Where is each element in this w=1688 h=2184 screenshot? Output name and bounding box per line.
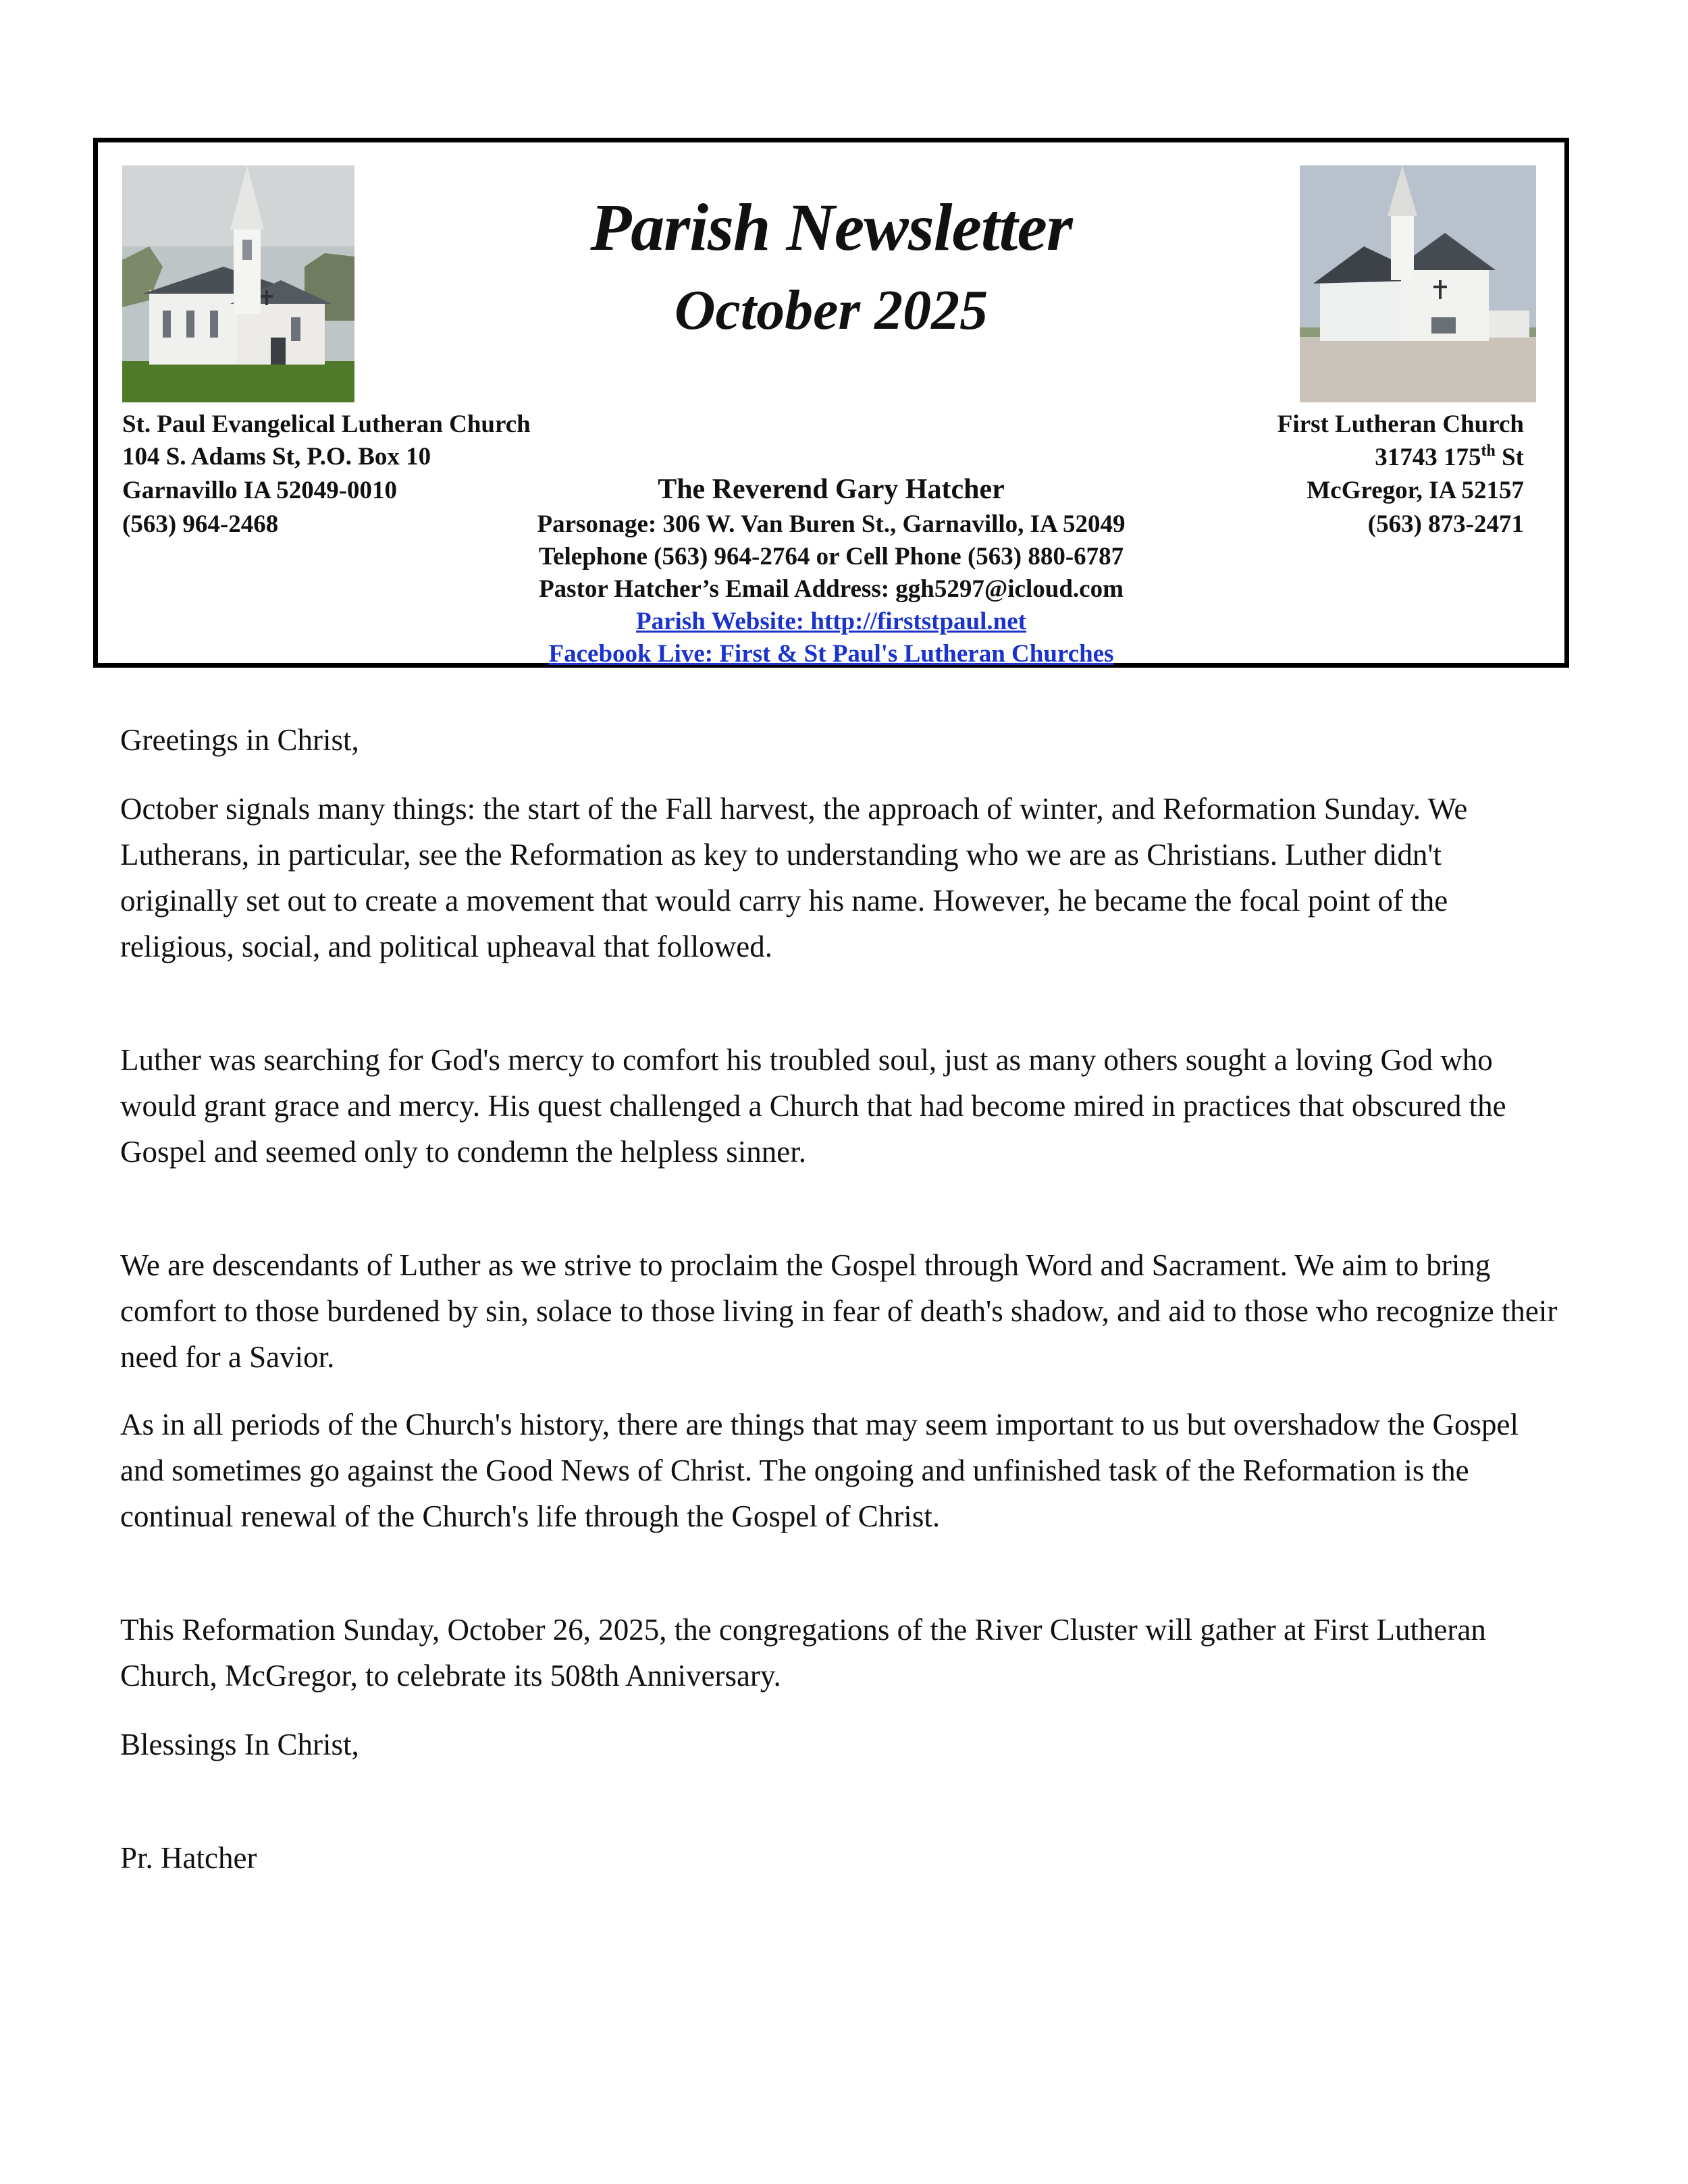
- left-church-name: St. Paul Evangelical Lutheran Church: [122, 410, 531, 438]
- newsletter-header: [93, 138, 1569, 668]
- newsletter-title: Parish Newsletter: [590, 190, 1072, 265]
- pastor-telephone: Telephone (563) 964-2764 or Cell Phone (563) 880-6787: [538, 543, 1124, 570]
- pastor-name: The Reverend Gary Hatcher: [658, 474, 1005, 505]
- left-church-city: Garnavillo IA 52049-0010: [122, 477, 398, 504]
- paragraph-text: October signals many things: the start of the Fall harvest, the approach of winter, and Reformation Sunday. We Lutherans, in particular, see the Reformation as key to understanding who we are as Christians. Luther didn't originally set out to create a movement that would carry his name. However, he became the focal point of the religious, social, and political upheaval that followed.: [120, 792, 1468, 963]
- newsletter-issue-date: October 2025: [674, 279, 988, 342]
- right-church-address-sup: th: [1481, 442, 1496, 460]
- paragraph-text: As in all periods of the Church's history, there are things that may seem important to us but overshadow the Gospel and sometimes go against the Good News of Christ. The ongoing and unfinished task of the Reformation is the continual renewal of the Church's life through the Gospel of Christ.: [120, 1408, 1519, 1533]
- right-church-address-suffix: St: [1495, 444, 1524, 471]
- letter-signature: [120, 1835, 1558, 1881]
- right-church-city: McGregor, IA 52157: [1307, 477, 1524, 504]
- paragraph-text: This Reformation Sunday, October 26, 2025, the congregations of the River Cluster will gather at First Lutheran Church, McGregor, to celebrate its 508th Anniversary.: [120, 1613, 1486, 1693]
- right-church-address-number: 31743 175: [1375, 444, 1481, 471]
- right-church-phone: (563) 873-2471: [1367, 510, 1524, 538]
- letter-paragraph-2: [120, 1037, 1558, 1175]
- paragraph-text: We are descendants of Luther as we strive to proclaim the Gospel through Word and Sacrament. We aim to bring comfort to those burdened by sin, solace to those living in fear of death's shadow, and aid to those who recognize their need for a Savior.: [120, 1248, 1558, 1374]
- facebook-live-link[interactable]: Facebook Live: First & St Paul's Lutheran Churches: [548, 640, 1114, 668]
- paragraph-text: Luther was searching for God's mercy to comfort his troubled soul, just as many others sought a loving God who would grant grace and mercy. His quest challenged a Church that had become mired in practices that obscured the Gospel and seemed only to condemn the helpless sinner.: [120, 1043, 1506, 1169]
- left-church-address: 104 S. Adams St, P.O. Box 10: [122, 443, 431, 471]
- parsonage-address: Parsonage: 306 W. Van Buren St., Garnavillo, IA 52049: [537, 510, 1126, 538]
- letter-paragraph-1: [120, 786, 1558, 969]
- pastor-email: Pastor Hatcher’s Email Address: ggh5297@icloud.com: [539, 575, 1124, 603]
- parish-website-link[interactable]: Parish Website: http://firststpaul.net: [636, 608, 1026, 635]
- letter-paragraph-5: [120, 1607, 1558, 1699]
- letter-paragraph-3: [120, 1242, 1558, 1380]
- letter-paragraph-4: [120, 1402, 1558, 1539]
- right-church-address: [1375, 442, 1524, 472]
- right-church-name: First Lutheran Church: [1277, 410, 1524, 438]
- greeting-text: Greetings in Christ,: [120, 723, 359, 757]
- letter-greeting: [120, 717, 1558, 763]
- signature-text: Pr. Hatcher: [120, 1841, 257, 1875]
- left-church-phone: (563) 964-2468: [122, 510, 279, 538]
- letter-closing: [120, 1722, 1558, 1767]
- closing-text: Blessings In Christ,: [120, 1728, 359, 1761]
